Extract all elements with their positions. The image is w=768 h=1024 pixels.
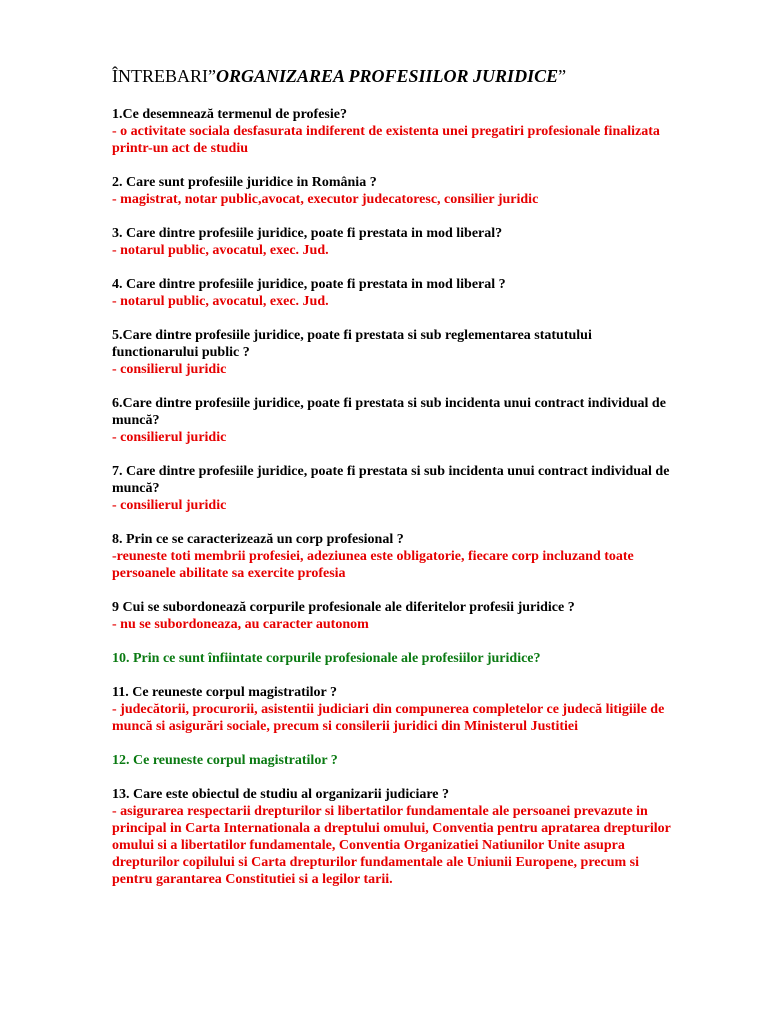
qa-item-10	[112, 650, 672, 667]
answer-2: - magistrat, notar public,avocat, executor judecatoresc, consilier juridic	[112, 192, 539, 207]
question-4: 4. Care dintre profesiile juridice, poate fi prestata in mod liberal ?	[112, 277, 506, 292]
title-italic: ORGANIZAREA PROFESIILOR JURIDICE	[215, 66, 559, 86]
question-9: 9 Cui se subordonează corpurile profesionale ale diferitelor profesii juridice ?	[112, 600, 575, 615]
question-1: 1.Ce desemnează termenul de profesie?	[112, 107, 347, 122]
answer-3: - notarul public, avocatul, exec. Jud.	[112, 243, 329, 258]
answer-8: -reuneste toti membrii profesiei, adeziunea este obligatorie, fiecare corp incluzand toate persoanele abilitate sa exercite profesia	[112, 549, 634, 581]
question-6: 6.Care dintre profesiile juridice, poate fi prestata si sub incidenta unui contract individual de muncă?	[112, 396, 666, 428]
qa-item-2	[112, 174, 672, 208]
qa-item-12	[112, 752, 672, 769]
answer-11: - judecătorii, procurorii, asistentii judiciari din compunerea completelor ce judecă litigiile de muncă si asigurări sociale, precum si consilerii juridici din Ministerul Justitiei	[112, 702, 665, 734]
question-8: 8. Prin ce se caracterizează un corp profesional ?	[112, 532, 404, 547]
question-12: 12. Ce reuneste corpul magistratilor ?	[112, 753, 338, 768]
answer-13: - asigurarea respectarii drepturilor si libertatilor fundamentale ale persoanei prevazute in principal in Carta Internationala a dreptului omului, Conventia pentru apratarea drepturilor omului si a libertatilor fundamentale, Conventia Organizatiei Natiunilor Unite asupra drepturilor copilului si Carta drepturilor fundamentale ale Uniunii Europene, precum si pentru garantarea Constitutiei si a legilor tarii.	[112, 804, 671, 887]
title-suffix: ”	[558, 66, 567, 86]
answer-1: - o activitate sociala desfasurata indiferent de existenta unei pregatiri profesionale finalizata printr-un act de studiu	[112, 124, 660, 156]
qa-item-4	[112, 276, 672, 310]
question-13: 13. Care este obiectul de studiu al organizarii judiciare ?	[112, 787, 450, 802]
qa-item-8	[112, 531, 672, 582]
qa-item-6	[112, 395, 672, 446]
qa-item-1	[112, 106, 672, 157]
answer-9: - nu se subordoneaza, au caracter autonom	[112, 617, 369, 632]
qa-item-5	[112, 327, 672, 378]
qa-item-3	[112, 225, 672, 259]
document-title	[112, 64, 672, 88]
question-2: 2. Care sunt profesiile juridice in România ?	[112, 175, 377, 190]
qa-item-13	[112, 786, 672, 888]
question-3: 3. Care dintre profesiile juridice, poate fi prestata in mod liberal?	[112, 226, 503, 241]
qa-item-7	[112, 463, 672, 514]
answer-4: - notarul public, avocatul, exec. Jud.	[112, 294, 329, 309]
answer-7: - consilierul juridic	[112, 498, 227, 513]
question-5: 5.Care dintre profesiile juridice, poate fi prestata si sub reglementarea statutului functionarului public ?	[112, 328, 592, 360]
question-7: 7. Care dintre profesiile juridice, poate fi prestata si sub incidenta unui contract individual de muncă?	[112, 464, 670, 496]
question-11: 11. Ce reuneste corpul magistratilor ?	[112, 685, 338, 700]
answer-6: - consilierul juridic	[112, 430, 227, 445]
question-10: 10. Prin ce sunt înfiintate corpurile profesionale ale profesiilor juridice?	[112, 651, 541, 666]
qa-item-11	[112, 684, 672, 735]
answer-5: - consilierul juridic	[112, 362, 227, 377]
document-page	[112, 64, 672, 905]
title-prefix: ÎNTREBARI”	[112, 66, 216, 86]
qa-item-9	[112, 599, 672, 633]
